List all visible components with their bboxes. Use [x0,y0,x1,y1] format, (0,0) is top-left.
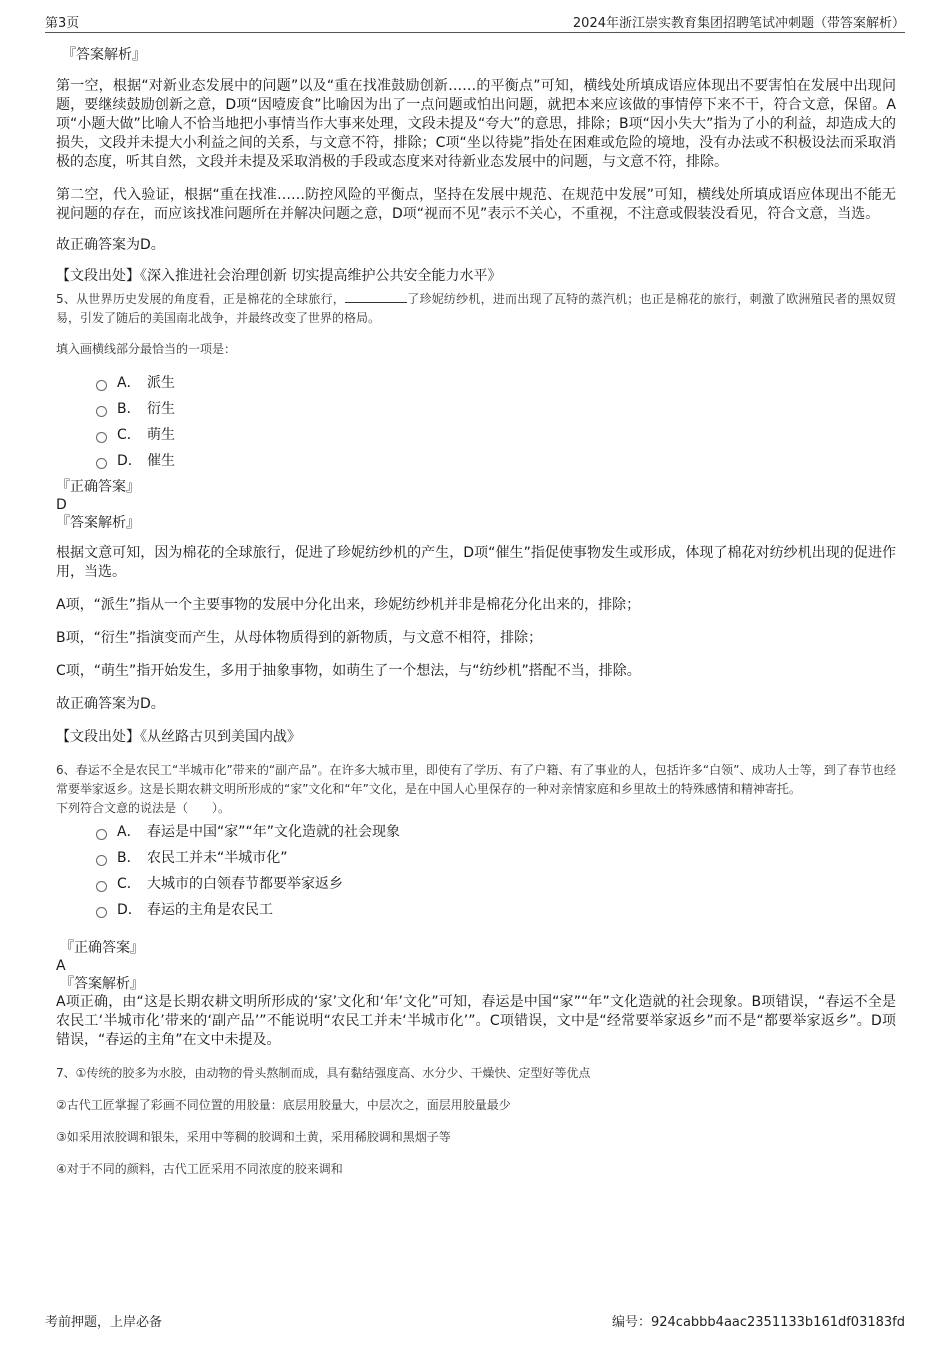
radio-icon[interactable] [96,855,107,866]
q6-analysis-label: 『答案解析』 [60,976,144,992]
q5-analysis-p4: C项，“萌生”指开始发生，多用于抽象事物，如萌生了一个想法，与“纺纱机”搭配不当，排除。 [56,663,641,679]
q6-option-a[interactable]: A． 春运是中国“家”“年”文化造就的社会现象 [96,819,896,845]
q5-conclusion: 故正确答案为D。 [56,696,165,712]
q5-option-d[interactable]: D． 催生 [96,448,896,474]
q5-stem-after: 了珍妮纺纱机，进而出现了瓦特的蒸汽机；也正是棉花的旅行，刺激了欧洲殖民者的黑奴贸易，引发了随后的美国南北战争，并最终改变了世界的格局。 [56,292,896,325]
q6-options [96,819,896,923]
q4-conclusion: 故正确答案为D。 [56,237,165,253]
q5-option-b[interactable]: B． 衍生 [96,396,896,422]
q5-stem-before: 5、从世界历史发展的角度看，正是棉花的全球旅行， [56,292,346,306]
q7-item-1: 7、①传统的胶多为水胶，由动物的骨头熬制而成，具有黏结强度高、水分少、干燥快、定型好等优点 [56,1066,591,1080]
q6-option-d[interactable]: D． 春运的主角是农民工 [96,897,896,923]
q5-source: 【文段出处】《从丝路古贝到美国内战》 [56,729,301,745]
q7-item-4: ④对于不同的颜料，古代工匠采用不同浓度的胶来调和 [56,1162,343,1176]
q5-analysis-p2: A项，“派生”指从一个主要事物的发展中分化出来，珍妮纺纱机并非是棉花分化出来的，排除； [56,597,641,613]
q5-options [96,370,896,474]
q5-correct-value: D [56,497,67,513]
q7-item-3: ③如采用浓胶调和银朱，采用中等稠的胶调和土黄，采用稀胶调和黑烟子等 [56,1130,451,1144]
q5-prompt: 填入画横线部分最恰当的一项是： [56,342,237,356]
radio-icon[interactable] [96,829,107,840]
q5-analysis-p3: B项，“衍生”指演变而产生，从母体物质得到的新物质，与文意不相符，排除； [56,630,543,646]
radio-icon[interactable] [96,432,107,443]
document-title: 2024年浙江崇实教育集团招聘笔试冲刺题（带答案解析） [572,16,905,31]
q4-analysis-p2: 第二空，代入验证，根据“重在找准……防控风险的平衡点，坚持在发展中规范、在规范中发展”可知，横线处所填成语应体现出不能无视问题的存在，而应该找准问题所在并解决问题之意，D项“视而不见”表示不关心，不重视，不注意或假装没看见，符合文意，当选。 [56,187,896,222]
radio-icon[interactable] [96,380,107,391]
footer-code-label: 编号： [611,1315,651,1330]
q5-option-a[interactable]: A． 派生 [96,370,896,396]
q5-stem [56,290,896,328]
q6-analysis: A项正确，由“这是长期农耕文明所形成的‘家’文化和‘年’文化”可知，春运是中国“家”“年”文化造就的社会现象。B项错误，“春运不全是农民工‘半城市化’带来的‘副产品’”不能说明“农民工并未‘半城市化’”。C项错误，文中是“经常要举家返乡”而不是“都要举家返乡”。D项错误，“春运的主角”在文中未提及。 [56,994,896,1048]
footer-slogan: 考前押题，上岸必备 [45,1315,163,1330]
q5-analysis-label: 『答案解析』 [56,515,140,531]
q5-option-c[interactable]: C． 萌生 [96,422,896,448]
q7-item-2: ②古代工匠掌握了彩画不同位置的用胶量：底层用胶量大，中层次之，面层用胶量最少 [56,1098,511,1112]
q4-analysis-p1: 第一空，根据“对新业态发展中的问题”以及“重在找准鼓励创新……的平衡点”可知，横线处所填成语应体现出不要害怕在发展中出现问题，要继续鼓励创新之意，D项“因噎废食”比喻因为出了一点问题或怕出问题，就把本来应该做的事情停下来不干，符合文意，保留。A项“小题大做”比喻人不恰当地把小事情当作大事来处理，文段未提及“夸大”的意思，排除；B项“因小失大”指为了小的利益，却造成大的损失，文段并未提大小利益之间的关系，与文意不符，排除；C项“坐以待毙”指处在困难或危险的境地，没有办法或不积极设法而采取消极的态度，听其自然，文段并未提及采取消极的手段或态度来对待新业态发展中的问题，与文意不符，排除。 [56,78,896,170]
footer-code [612,1311,905,1330]
page-number: 第3页 [45,16,80,31]
q4-analysis-label: 『答案解析』 [62,47,146,63]
q6-correct-label: 『正确答案』 [60,940,144,956]
q5-analysis-p1: 根据文意可知，因为棉花的全球旅行，促进了珍妮纺纱机的产生，D项“催生”指促使事物发生或形成，体现了棉花对纺纱机出现的促进作用，当选。 [56,545,896,580]
radio-icon[interactable] [96,907,107,918]
page-header [45,12,905,33]
radio-icon[interactable] [96,881,107,892]
radio-icon[interactable] [96,406,107,417]
q5-blank [345,290,407,303]
q4-source: 【文段出处】《深入推进社会治理创新 切实提高维护公共安全能力水平》 [56,268,502,284]
q6-option-b[interactable]: B． 农民工并未“半城市化” [96,845,896,871]
q6-stem: 6、春运不全是农民工“半城市化”带来的“副产品”。在许多大城市里，即使有了学历、有了户籍、有了事业的人，包括许多“白领”、成功人士等，到了春节也经常要举家返乡。这是长期农耕文明所形成的“家”文化和“年”文化，是在中国人心里保存的一种对亲情家庭和乡里故土的特殊感情和精神寄托。 [56,763,896,796]
q6-prompt: 下列符合文意的说法是（ ）。 [56,801,231,815]
page-content [56,40,896,1178]
radio-icon[interactable] [96,458,107,469]
q6-correct-value: A [56,958,66,974]
q6-option-c[interactable]: C． 大城市的白领春节都要举家返乡 [96,871,896,897]
page-footer [45,1311,905,1329]
footer-code-value: 924cabbb4aac2351133b161df03183fd [650,1315,905,1330]
q5-correct-label: 『正确答案』 [56,479,140,495]
